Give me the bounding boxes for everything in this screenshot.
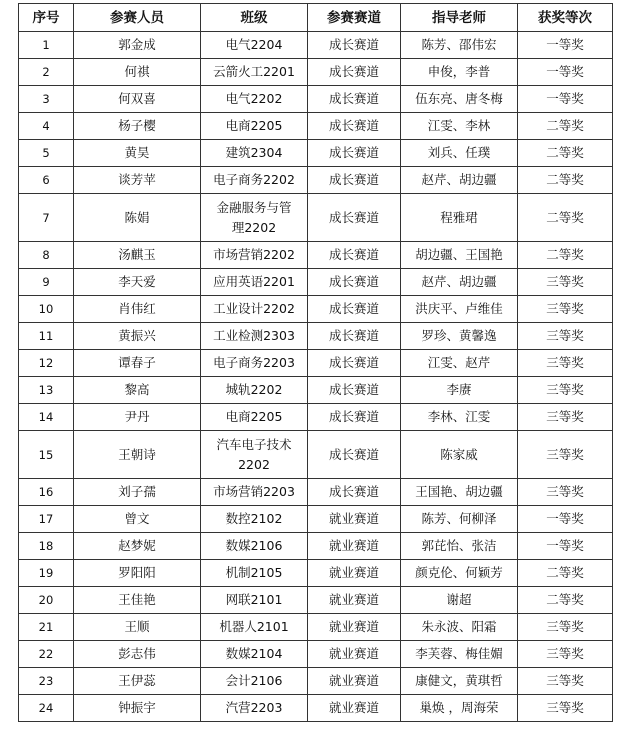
cell-track: 就业赛道 [308, 560, 401, 587]
cell-class: 机器人2101 [201, 614, 308, 641]
cell-participant: 曾文 [74, 506, 201, 533]
cell-award: 三等奖 [518, 350, 613, 377]
cell-track: 成长赛道 [308, 86, 401, 113]
table-row [19, 560, 613, 587]
cell-participant: 赵梦妮 [74, 533, 201, 560]
cell-participant: 钟振宇 [74, 695, 201, 722]
cell-class: 电商2205 [201, 404, 308, 431]
table-row [19, 296, 613, 323]
cell-participant: 尹丹 [74, 404, 201, 431]
cell-seq: 18 [19, 533, 74, 560]
cell-track: 成长赛道 [308, 479, 401, 506]
col-header-award: 获奖等次 [518, 4, 613, 32]
header-row [19, 4, 613, 32]
col-header-seq: 序号 [19, 4, 74, 32]
table-row [19, 113, 613, 140]
cell-award: 三等奖 [518, 323, 613, 350]
cell-class: 机制2105 [201, 560, 308, 587]
cell-award: 三等奖 [518, 695, 613, 722]
cell-seq: 13 [19, 377, 74, 404]
cell-teacher: 李芙蓉、梅佳媚 [401, 641, 518, 668]
cell-teacher: 王国艳、胡边疆 [401, 479, 518, 506]
cell-seq: 6 [19, 167, 74, 194]
table-row [19, 323, 613, 350]
cell-seq: 10 [19, 296, 74, 323]
cell-participant: 谈芳苹 [74, 167, 201, 194]
cell-participant: 黄振兴 [74, 323, 201, 350]
cell-class: 电子商务2202 [201, 167, 308, 194]
table-row [19, 404, 613, 431]
cell-teacher: 程雅珺 [401, 194, 518, 242]
table-row [19, 377, 613, 404]
award-table [18, 3, 613, 722]
cell-class: 应用英语2201 [201, 269, 308, 296]
cell-participant: 王顺 [74, 614, 201, 641]
cell-seq: 9 [19, 269, 74, 296]
cell-track: 成长赛道 [308, 59, 401, 86]
cell-award: 二等奖 [518, 242, 613, 269]
cell-class [201, 431, 308, 479]
cell-track: 成长赛道 [308, 269, 401, 296]
cell-seq: 22 [19, 641, 74, 668]
cell-teacher: 洪庆平、卢维佳 [401, 296, 518, 323]
table-row [19, 59, 613, 86]
cell-seq: 14 [19, 404, 74, 431]
cell-track: 就业赛道 [308, 695, 401, 722]
table-row [19, 140, 613, 167]
class-line: 理2202 [231, 219, 277, 235]
cell-track: 就业赛道 [308, 614, 401, 641]
cell-participant: 汤麒玉 [74, 242, 201, 269]
table-row [19, 242, 613, 269]
cell-teacher: 江雯、赵芹 [401, 350, 518, 377]
cell-track: 成长赛道 [308, 350, 401, 377]
cell-teacher: 伍东亮、唐冬梅 [401, 86, 518, 113]
table-row [19, 431, 613, 479]
cell-track: 成长赛道 [308, 377, 401, 404]
cell-participant: 刘子孺 [74, 479, 201, 506]
cell-seq: 11 [19, 323, 74, 350]
cell-class: 数媒2104 [201, 641, 308, 668]
col-header-teacher: 指导老师 [401, 4, 518, 32]
table-row [19, 533, 613, 560]
cell-award: 三等奖 [518, 269, 613, 296]
cell-award: 三等奖 [518, 404, 613, 431]
cell-award: 三等奖 [518, 668, 613, 695]
cell-seq: 2 [19, 59, 74, 86]
cell-teacher: 谢超 [401, 587, 518, 614]
cell-participant: 陈娟 [74, 194, 201, 242]
cell-class: 会计2106 [201, 668, 308, 695]
cell-teacher: 陈家威 [401, 431, 518, 479]
cell-track: 就业赛道 [308, 533, 401, 560]
cell-teacher: 申俊，李普 [401, 59, 518, 86]
table-row [19, 506, 613, 533]
cell-award: 一等奖 [518, 533, 613, 560]
cell-class: 建筑2304 [201, 140, 308, 167]
cell-teacher: 赵芹、胡边疆 [401, 269, 518, 296]
col-header-class: 班级 [201, 4, 308, 32]
cell-class: 市场营销2203 [201, 479, 308, 506]
cell-class [201, 194, 308, 242]
cell-teacher: 刘兵、任璞 [401, 140, 518, 167]
table-row [19, 32, 613, 59]
cell-track: 就业赛道 [308, 641, 401, 668]
table-row [19, 641, 613, 668]
cell-track: 成长赛道 [308, 296, 401, 323]
table-row [19, 350, 613, 377]
table-row [19, 695, 613, 722]
cell-track: 就业赛道 [308, 587, 401, 614]
cell-seq: 24 [19, 695, 74, 722]
cell-class: 网联2101 [201, 587, 308, 614]
cell-award: 三等奖 [518, 641, 613, 668]
cell-track: 成长赛道 [308, 140, 401, 167]
col-header-track: 参赛赛道 [308, 4, 401, 32]
cell-teacher: 颜克伦、何颖芳 [401, 560, 518, 587]
cell-participant: 黎高 [74, 377, 201, 404]
cell-track: 成长赛道 [308, 32, 401, 59]
cell-class: 工业检测2303 [201, 323, 308, 350]
cell-class: 电商2205 [201, 113, 308, 140]
cell-award: 二等奖 [518, 113, 613, 140]
cell-track: 成长赛道 [308, 323, 401, 350]
cell-seq: 1 [19, 32, 74, 59]
cell-seq: 3 [19, 86, 74, 113]
cell-award: 二等奖 [518, 560, 613, 587]
cell-award: 一等奖 [518, 86, 613, 113]
cell-award: 三等奖 [518, 296, 613, 323]
class-line: 汽车电子技术 [216, 436, 292, 452]
cell-participant: 何祺 [74, 59, 201, 86]
table-row [19, 614, 613, 641]
col-header-participant: 参赛人员 [74, 4, 201, 32]
cell-teacher: 李赓 [401, 377, 518, 404]
cell-participant: 王佳艳 [74, 587, 201, 614]
cell-participant: 肖伟红 [74, 296, 201, 323]
cell-class: 汽营2203 [201, 695, 308, 722]
cell-teacher: 赵芹、胡边疆 [401, 167, 518, 194]
cell-track: 就业赛道 [308, 506, 401, 533]
cell-award: 三等奖 [518, 377, 613, 404]
cell-participant: 何双喜 [74, 86, 201, 113]
cell-class: 云箭火工2201 [201, 59, 308, 86]
cell-seq: 5 [19, 140, 74, 167]
cell-seq: 12 [19, 350, 74, 377]
cell-track: 成长赛道 [308, 242, 401, 269]
cell-class: 数控2102 [201, 506, 308, 533]
class-line: 2202 [238, 456, 270, 472]
cell-seq: 20 [19, 587, 74, 614]
cell-seq: 23 [19, 668, 74, 695]
cell-award: 一等奖 [518, 506, 613, 533]
cell-seq: 17 [19, 506, 74, 533]
cell-seq: 16 [19, 479, 74, 506]
cell-track: 成长赛道 [308, 113, 401, 140]
cell-participant: 黄昊 [74, 140, 201, 167]
cell-award: 三等奖 [518, 614, 613, 641]
cell-award: 三等奖 [518, 479, 613, 506]
cell-participant: 罗阳阳 [74, 560, 201, 587]
cell-class: 工业设计2202 [201, 296, 308, 323]
cell-teacher: 胡边疆、王国艳 [401, 242, 518, 269]
table-row [19, 194, 613, 242]
table-body [19, 32, 613, 722]
cell-teacher: 陈芳、何柳泽 [401, 506, 518, 533]
table-row [19, 167, 613, 194]
cell-track: 成长赛道 [308, 194, 401, 242]
cell-participant: 杨子樱 [74, 113, 201, 140]
cell-seq: 7 [19, 194, 74, 242]
cell-seq: 4 [19, 113, 74, 140]
cell-participant: 彭志伟 [74, 641, 201, 668]
cell-teacher: 陈芳、邵伟宏 [401, 32, 518, 59]
cell-teacher: 康健文，黄琪哲 [401, 668, 518, 695]
cell-teacher: 郭芘怡、张洁 [401, 533, 518, 560]
table-row [19, 587, 613, 614]
cell-teacher: 朱永波、阳霜 [401, 614, 518, 641]
cell-class: 数媒2106 [201, 533, 308, 560]
cell-award: 一等奖 [518, 59, 613, 86]
cell-class: 电气2202 [201, 86, 308, 113]
cell-teacher: 巢焕 ，周海荣 [401, 695, 518, 722]
cell-award: 二等奖 [518, 167, 613, 194]
cell-participant: 李天爱 [74, 269, 201, 296]
table-row [19, 269, 613, 296]
cell-seq: 15 [19, 431, 74, 479]
table-row [19, 479, 613, 506]
cell-class: 电子商务2203 [201, 350, 308, 377]
cell-award: 二等奖 [518, 194, 613, 242]
cell-award: 二等奖 [518, 140, 613, 167]
cell-award: 二等奖 [518, 587, 613, 614]
cell-track: 成长赛道 [308, 404, 401, 431]
cell-track: 成长赛道 [308, 431, 401, 479]
cell-class: 电气2204 [201, 32, 308, 59]
cell-seq: 21 [19, 614, 74, 641]
cell-award: 一等奖 [518, 32, 613, 59]
cell-seq: 8 [19, 242, 74, 269]
cell-teacher: 罗珍、黄馨逸 [401, 323, 518, 350]
cell-class: 城轨2202 [201, 377, 308, 404]
cell-award: 三等奖 [518, 431, 613, 479]
cell-teacher: 江雯、李林 [401, 113, 518, 140]
cell-participant: 王伊蕊 [74, 668, 201, 695]
cell-teacher: 李林、江雯 [401, 404, 518, 431]
table-row [19, 86, 613, 113]
class-line: 金融服务与管 [216, 199, 292, 215]
cell-class: 市场营销2202 [201, 242, 308, 269]
cell-track: 成长赛道 [308, 167, 401, 194]
cell-seq: 19 [19, 560, 74, 587]
cell-participant: 郭金成 [74, 32, 201, 59]
table-row [19, 668, 613, 695]
cell-track: 就业赛道 [308, 668, 401, 695]
cell-participant: 谭春子 [74, 350, 201, 377]
cell-participant: 王朝诗 [74, 431, 201, 479]
